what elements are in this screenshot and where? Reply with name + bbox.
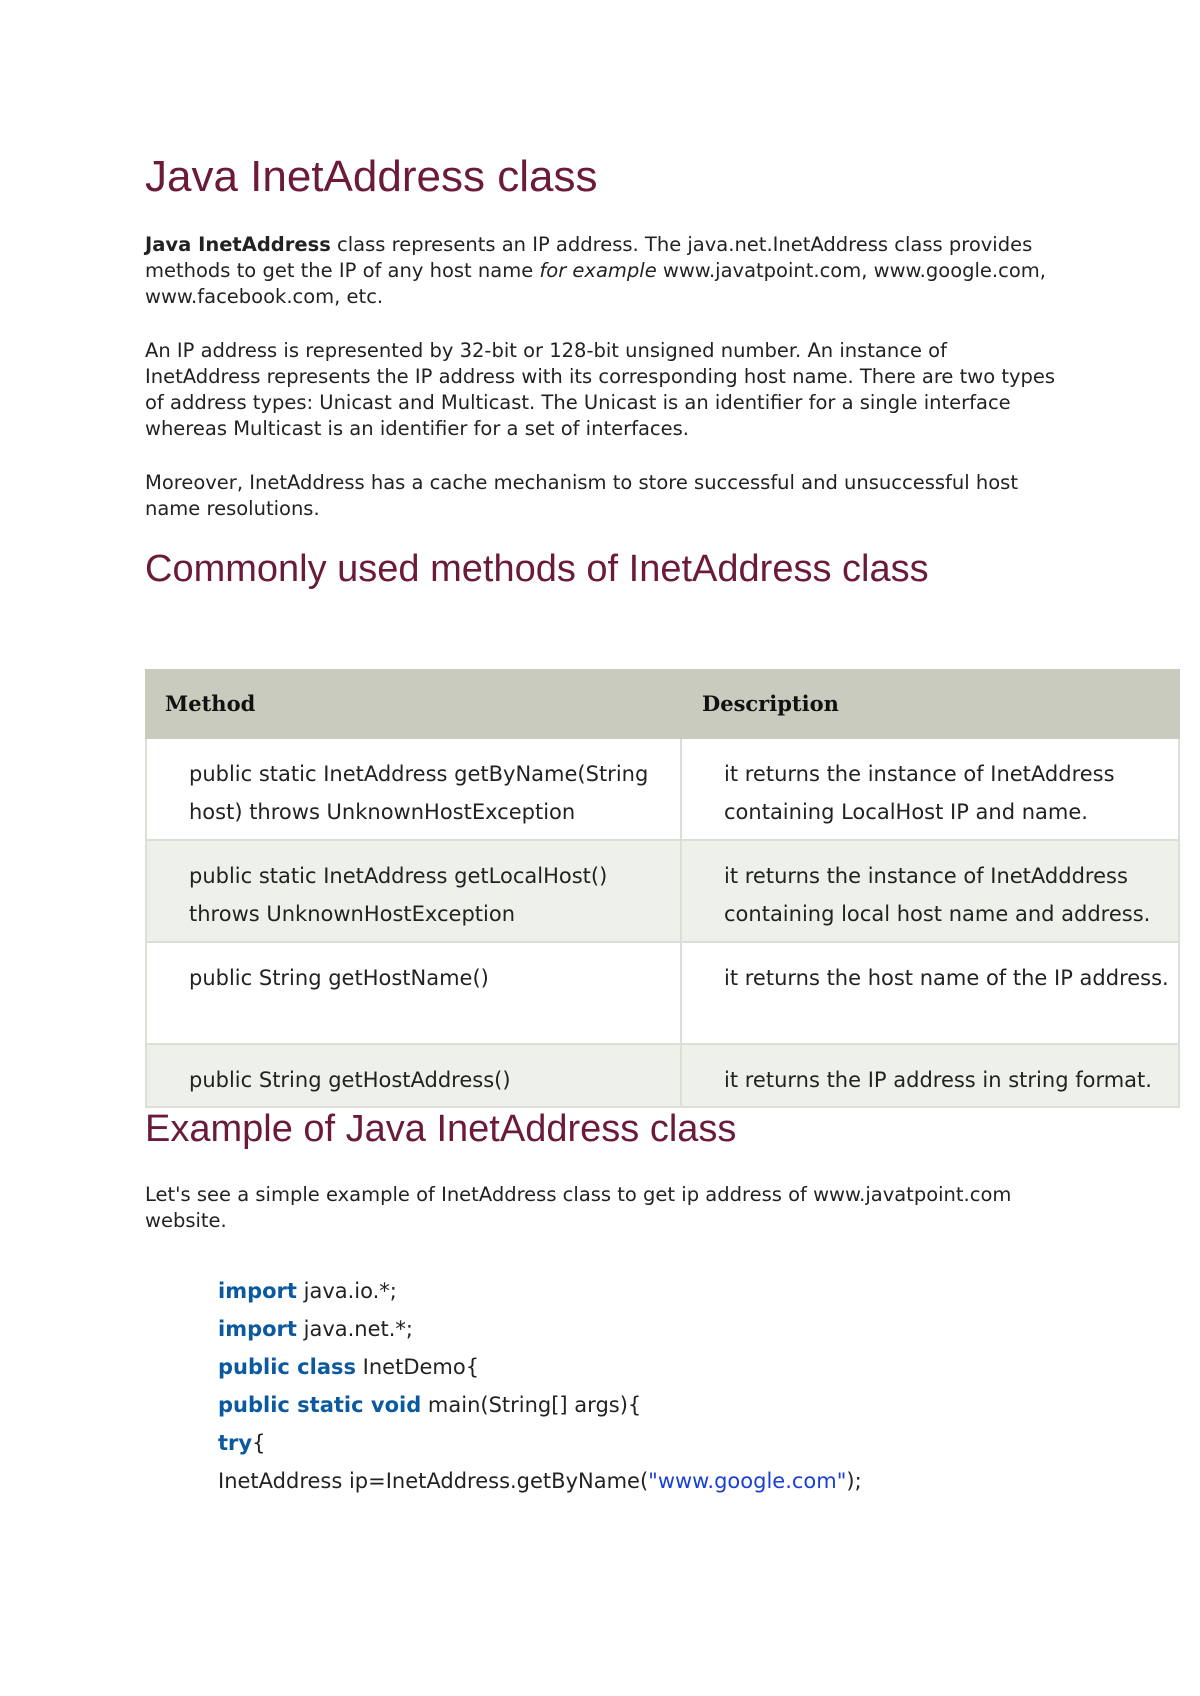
method-cell: public String getHostAddress() [189, 1068, 511, 1092]
description-cell: it returns the IP address in string format. [724, 1068, 1152, 1092]
code-line [218, 1272, 862, 1310]
code-line [218, 1386, 862, 1424]
header-method: Method [165, 691, 256, 716]
description-cell: it returns the host name of the IP address. [724, 966, 1169, 990]
code-line [218, 1424, 862, 1462]
intro-text-1: class represents an IP address. The java.net.InetAddress class provides methods to get the IP of any host name [145, 233, 1033, 282]
header-description: Description [702, 691, 839, 716]
table-border-left [145, 739, 147, 1108]
description-cell: it returns the instance of InetAddress containing LocalHost IP and name. [724, 762, 1115, 824]
code-keyword: public class [218, 1355, 356, 1379]
table-row [145, 943, 1180, 1045]
code-line [218, 1348, 862, 1386]
code-text: InetAddress ip=InetAddress.getByName( [218, 1469, 649, 1493]
code-text: main(String[] args){ [421, 1393, 642, 1417]
code-block [218, 1272, 862, 1500]
method-cell: public static InetAddress getByName(String host) throws UnknownHostException [189, 762, 649, 824]
code-text: ); [846, 1469, 862, 1493]
column-divider [680, 1045, 682, 1108]
column-divider [680, 943, 682, 1045]
code-string: "www.google.com" [648, 1469, 847, 1493]
table-row [145, 1045, 1180, 1108]
table-row [145, 841, 1180, 943]
address-types-paragraph: An IP address is represented by 32-bit or 128-bit unsigned number. An instance of InetAddress represents the IP address with its corresponding host name. There are two types of address types: Unicast and Multicast. The Unicast is an identifier for a single interface whereas Multicast is an identifier for a set of interfaces. [145, 339, 1056, 440]
code-text: { [252, 1431, 266, 1455]
methods-heading: Commonly used methods of InetAddress class [145, 548, 929, 590]
intro-italic: for example [539, 259, 657, 282]
intro-text-2: www.javatpoint.com, www.google.com, www.facebook.com, etc. [145, 259, 1046, 308]
description-cell: it returns the instance of InetAdddress containing local host name and address. [724, 864, 1151, 926]
code-keyword: import [218, 1279, 297, 1303]
code-text: InetDemo{ [356, 1355, 480, 1379]
example-heading: Example of Java InetAddress class [145, 1108, 737, 1150]
table-border-right [1178, 739, 1180, 1108]
method-cell: public String getHostName() [189, 966, 489, 990]
code-line [218, 1310, 862, 1348]
example-intro: Let's see a simple example of InetAddress class to get ip address of www.javatpoint.com website. [145, 1183, 1012, 1232]
cache-paragraph: Moreover, InetAddress has a cache mechanism to store successful and unsuccessful host name resolutions. [145, 471, 1018, 520]
column-divider [680, 739, 682, 841]
code-keyword: try [218, 1431, 253, 1455]
code-text: java.net.*; [296, 1317, 414, 1341]
table-header-row [145, 669, 1180, 739]
code-line [218, 1462, 862, 1500]
page-title: Java InetAddress class [145, 152, 598, 201]
column-divider [680, 841, 682, 943]
code-text: java.io.*; [296, 1279, 397, 1303]
code-keyword: public static void [218, 1393, 422, 1417]
intro-bold: Java InetAddress [145, 233, 331, 256]
table-row [145, 739, 1180, 841]
method-cell: public static InetAddress getLocalHost() throws UnknownHostException [189, 864, 608, 926]
intro-paragraph [145, 232, 1065, 310]
code-keyword: import [218, 1317, 297, 1341]
methods-table [145, 669, 1180, 1108]
